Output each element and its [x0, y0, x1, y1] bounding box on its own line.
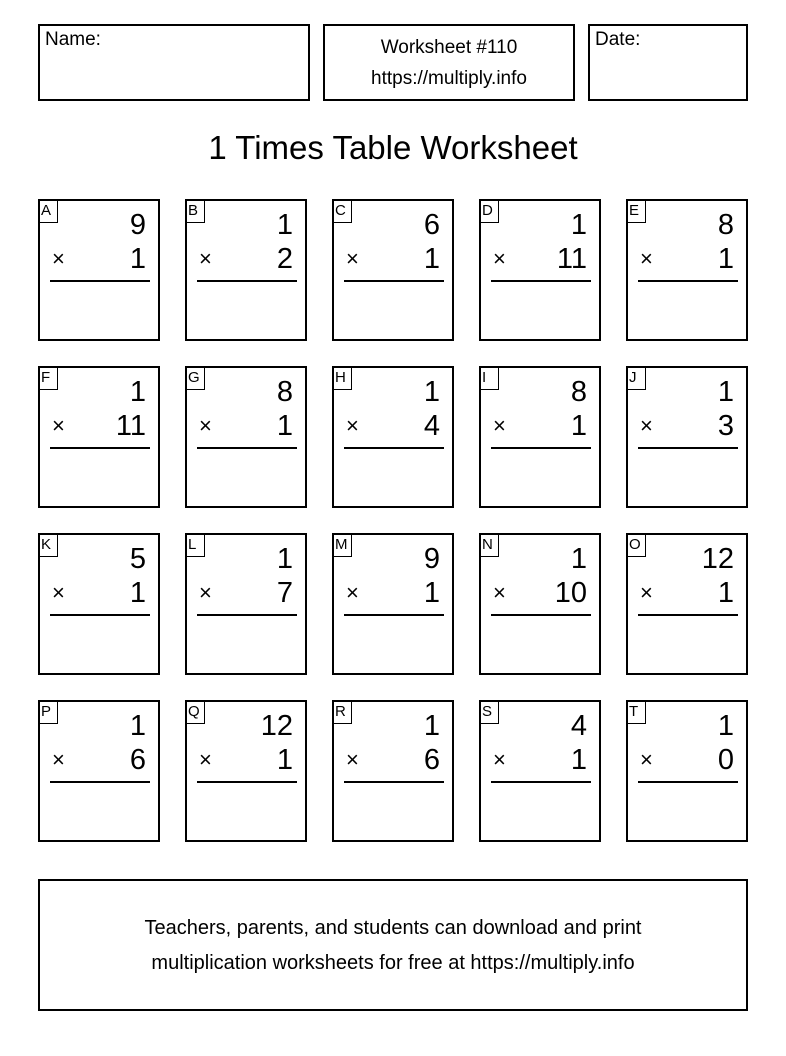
- worksheet-url: https://multiply.info: [371, 68, 527, 89]
- multiplicand: 1: [717, 710, 734, 742]
- answer-line: [197, 280, 297, 282]
- answer-line: [344, 280, 444, 282]
- problem-card[interactable]: [38, 533, 160, 675]
- multiplier: 10: [554, 577, 587, 609]
- multiplicand: 6: [423, 209, 440, 241]
- problem-card[interactable]: [626, 199, 748, 341]
- multiplicand: 9: [423, 543, 440, 575]
- problem-card[interactable]: [332, 366, 454, 508]
- multiplicand: 1: [129, 376, 146, 408]
- times-sign: ×: [346, 413, 359, 438]
- answer-line: [50, 280, 150, 282]
- times-sign: ×: [493, 747, 506, 772]
- times-sign: ×: [493, 246, 506, 271]
- times-sign: ×: [199, 413, 212, 438]
- times-sign: ×: [493, 413, 506, 438]
- problem-letter: G: [185, 366, 205, 390]
- times-sign: ×: [52, 747, 65, 772]
- problem-card[interactable]: [479, 700, 601, 842]
- page-title: 1 Times Table Worksheet: [208, 129, 578, 166]
- multiplicand: 5: [129, 543, 146, 575]
- worksheet-number: Worksheet #110: [380, 37, 518, 58]
- answer-line: [50, 614, 150, 616]
- multiplicand: 1: [570, 543, 587, 575]
- problem-card[interactable]: [185, 366, 307, 508]
- times-sign: ×: [640, 747, 653, 772]
- multiplier: 3: [717, 410, 734, 442]
- multiplicand: 1: [423, 710, 440, 742]
- problem-card[interactable]: [479, 366, 601, 508]
- problem-letter: E: [626, 199, 646, 223]
- times-sign: ×: [346, 747, 359, 772]
- multiplier: 2: [276, 243, 293, 275]
- problem-card[interactable]: [626, 700, 748, 842]
- times-sign: ×: [52, 246, 65, 271]
- multiplicand: 1: [570, 209, 587, 241]
- problem-card[interactable]: [185, 533, 307, 675]
- problem-card[interactable]: [38, 700, 160, 842]
- problem-letter: Q: [185, 700, 205, 724]
- multiplier: 1: [129, 243, 146, 275]
- answer-line: [197, 447, 297, 449]
- times-sign: ×: [52, 580, 65, 605]
- footer-line-2: multiplication worksheets for free at https://multiply.info: [151, 952, 635, 974]
- problem-letter: S: [479, 700, 499, 724]
- answer-line: [491, 781, 591, 783]
- times-sign: ×: [52, 413, 65, 438]
- problem-letter: F: [38, 366, 58, 390]
- answer-line: [197, 614, 297, 616]
- multiplier: 1: [570, 410, 587, 442]
- multiplicand: 1: [423, 376, 440, 408]
- multiplier: 1: [276, 744, 293, 776]
- multiplier: 6: [129, 744, 146, 776]
- multiplier: 1: [717, 577, 734, 609]
- problem-card[interactable]: [626, 533, 748, 675]
- multiplicand: 9: [129, 209, 146, 241]
- multiplier: 7: [276, 577, 293, 609]
- multiplier: 1: [129, 577, 146, 609]
- footer-line-1: Teachers, parents, and students can download and print: [144, 917, 642, 939]
- times-sign: ×: [199, 747, 212, 772]
- multiplier: 1: [570, 744, 587, 776]
- problem-letter: T: [626, 700, 646, 724]
- answer-line: [638, 447, 738, 449]
- answer-line: [50, 781, 150, 783]
- times-sign: ×: [346, 580, 359, 605]
- answer-line: [344, 781, 444, 783]
- times-sign: ×: [640, 246, 653, 271]
- multiplier: 11: [556, 243, 587, 275]
- problem-letter: R: [332, 700, 352, 724]
- problem-letter: A: [38, 199, 58, 223]
- multiplicand: 1: [717, 376, 734, 408]
- answer-line: [491, 614, 591, 616]
- problem-card[interactable]: [185, 199, 307, 341]
- multiplier: 1: [717, 243, 734, 275]
- name-label: Name:: [45, 29, 101, 50]
- problem-letter: I: [479, 366, 499, 390]
- problem-letter: N: [479, 533, 499, 557]
- answer-line: [491, 280, 591, 282]
- problem-card[interactable]: [332, 700, 454, 842]
- footer-box: [38, 879, 748, 1011]
- problem-card[interactable]: [185, 700, 307, 842]
- problem-card[interactable]: [479, 533, 601, 675]
- answer-line: [638, 280, 738, 282]
- multiplicand: 1: [129, 710, 146, 742]
- problem-letter: J: [626, 366, 646, 390]
- multiplicand: 12: [701, 543, 734, 575]
- answer-line: [491, 447, 591, 449]
- date-label: Date:: [595, 29, 641, 50]
- multiplicand: 8: [570, 376, 587, 408]
- multiplier: 0: [717, 744, 734, 776]
- times-sign: ×: [199, 580, 212, 605]
- problem-letter: O: [626, 533, 646, 557]
- multiplicand: 8: [276, 376, 293, 408]
- multiplier: 1: [423, 577, 440, 609]
- problem-card[interactable]: [38, 199, 160, 341]
- times-sign: ×: [640, 580, 653, 605]
- answer-line: [638, 781, 738, 783]
- multiplicand: 1: [276, 209, 293, 241]
- problem-card[interactable]: [626, 366, 748, 508]
- answer-line: [50, 447, 150, 449]
- times-sign: ×: [346, 246, 359, 271]
- problem-card[interactable]: [479, 199, 601, 341]
- problem-card[interactable]: [332, 199, 454, 341]
- multiplicand: 1: [276, 543, 293, 575]
- multiplicand: 8: [717, 209, 734, 241]
- problem-letter: P: [38, 700, 58, 724]
- answer-line: [197, 781, 297, 783]
- multiplier: 11: [115, 410, 146, 442]
- multiplicand: 4: [570, 710, 587, 742]
- times-sign: ×: [199, 246, 212, 271]
- times-sign: ×: [640, 413, 653, 438]
- multiplier: 4: [423, 410, 440, 442]
- answer-line: [344, 614, 444, 616]
- multiplier: 1: [423, 243, 440, 275]
- multiplier: 1: [276, 410, 293, 442]
- problem-letter: B: [185, 199, 205, 223]
- problem-letter: C: [332, 199, 352, 223]
- problem-letter: H: [332, 366, 352, 390]
- times-sign: ×: [493, 580, 506, 605]
- multiplier: 6: [423, 744, 440, 776]
- answer-line: [638, 614, 738, 616]
- multiplicand: 12: [260, 710, 293, 742]
- problem-letter: L: [185, 533, 205, 557]
- problem-letter: M: [332, 533, 352, 557]
- problem-card[interactable]: [332, 533, 454, 675]
- problem-letter: D: [479, 199, 499, 223]
- problem-letter: K: [38, 533, 58, 557]
- answer-line: [344, 447, 444, 449]
- problem-card[interactable]: [38, 366, 160, 508]
